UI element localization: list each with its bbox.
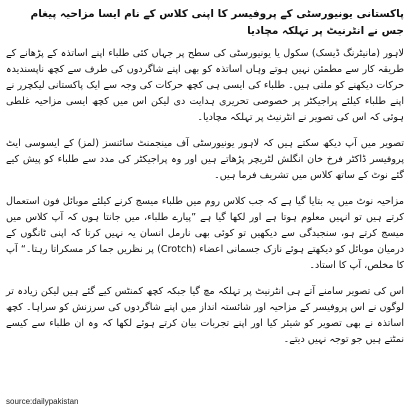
article xyxy=(6,2,404,406)
article-paragraph: مزاحیہ نوٹ میں یہ بتایا گیا ہے کہ جب کلاس روم میں طلباء میسج کرنے کیلئے موبائل فون استعمال کرتے ہیں تو انہیں معلوم ہوتا ہے اور لکھا گیا ہے ”پیارے طلباء، میں جانتا ہوں کہ آپ کلاس میں میسج کرتے ہو، سنجیدگی سے دیکھیں تو کوئی بھی نارمل انسان یہ نہیں کرتا کہ اپنی ٹانگوں کے درمیان موبائل کو دیکھتے ہوئے نازک جسمانی اعضاء (Crotch) پر نظریں جما کر مسکراتا رہتا۔“ آپ کا مخلص، آپ کا استاد۔ xyxy=(6,196,405,271)
article-paragraph: تصویر میں آپ دیکھ سکتے ہیں کہ لاہور یونیورسٹی آف مینجمنٹ سائنسز (لمز) کے ایسوسی ایٹ پروفیسر ڈاکٹر فرخ خان انگلش لٹریچر پڑھاتے ہیں اور وہ پراجیکٹر کی مدد سے طلباء کو پیش کیے گئے نوٹ کے ساتھ کلاس میں تشریف فرما ہیں۔ xyxy=(6,138,404,181)
source-credit: source:dailypakistan xyxy=(6,397,79,406)
article-headline: پاکستانی یونیورسٹی کے پروفیسر کا اپنی کلاس کے نام ایسا مزاحیہ پیغام جس نے انٹرنیٹ پر تہلکہ مچادیا xyxy=(30,8,404,37)
article-paragraph: لاہور (مانیٹرنگ ڈیسک) سکول یا یونیورسٹی کی سطح پر جہاں کئی طلباء اپنے اساتذہ کے پڑھانے کے طریقہ کار سے مطمئن نہیں ہوتے وہاں اساتذہ کو بھی اپنے شاگردوں کی طرف سے کچھ ناپسندیدہ حرکات دیکھنے کو ملتی ہیں۔ طلباء کی ایسی ہی کچھ حرکات کی وجہ سے ایک پاکستانی لیکچرر نے اپنے طلباء کیلئے پراجیکٹر پر خصوصی تحریری ہدایت دی لیکن اس میں کچھ ایسی مزاحیہ غلطی ہوئی کہ اس کی تصویر نے انٹرنیٹ پر تہلکہ مچادیا۔ xyxy=(6,48,404,123)
article-paragraph: اس کی تصویر سامنے آتے ہی انٹرنیٹ پر تہلکہ مچ گیا جبکہ کچھ کمنٹس کیے گئے ہیں لیکن زیادہ تر لوگوں نے اس پروفیسر کے مزاحیہ اور شائستہ انداز میں اپنے شاگردوں کی سرزنش کو سراہا۔ کچھ اساتذہ نے بھی تصویر کو شیئر کیا اور اپنے تجربات بیان کرتے ہوئے لکھا کہ وہ ان طلباء سے کیسے نمٹتے ہیں جو توجہ نہیں دیتے۔ xyxy=(6,286,404,345)
